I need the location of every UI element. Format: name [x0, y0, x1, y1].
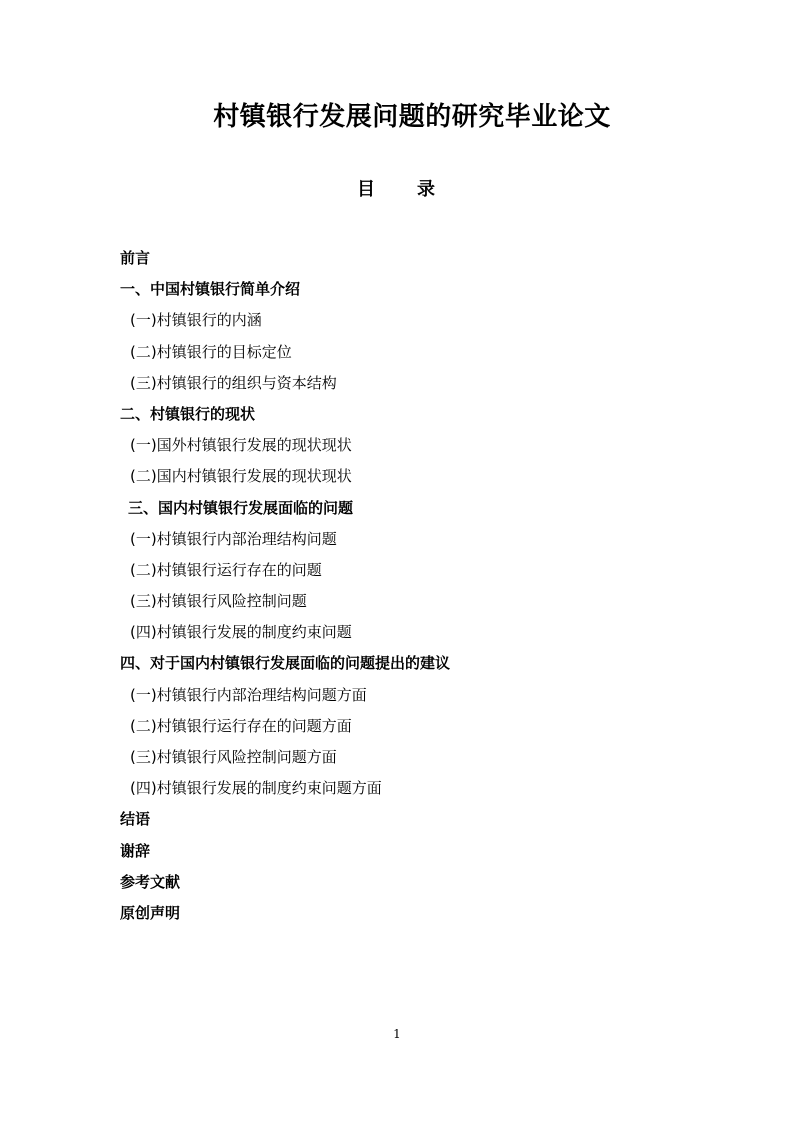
toc-section-entry: (二)村镇银行运行存在的问题 [130, 560, 322, 579]
toc-section-entry: (四)村镇银行发展的制度约束问题方面 [130, 779, 382, 798]
toc-chapter-entry: 一、中国村镇银行简单介绍 [120, 280, 301, 299]
toc-section-entry: (二)村镇银行运行存在的问题方面 [130, 716, 352, 735]
toc-section-entry: (四)村镇银行发展的制度约束问题 [130, 623, 352, 642]
toc-chapter-entry: 谢辞 [120, 841, 151, 860]
toc-chapter-entry: 三、国内村镇银行发展面临的问题 [128, 498, 354, 517]
toc-section-entry: (一)村镇银行的内涵 [130, 311, 262, 330]
toc-chapter-entry: 前言 [120, 249, 151, 267]
toc-chapter-entry: 结语 [120, 810, 151, 829]
toc-heading [357, 176, 435, 204]
page-number: 1 [393, 1027, 401, 1041]
toc-section-entry: (一)村镇银行内部治理结构问题 [130, 529, 337, 548]
toc-section-entry: (三)村镇银行风险控制问题 [130, 592, 307, 611]
toc-section-entry: (三)村镇银行的组织与资本结构 [130, 373, 337, 392]
toc-heading-left: 目 [357, 179, 375, 200]
toc-section-entry: (一)村镇银行内部治理结构问题方面 [130, 685, 367, 704]
page-title: 村镇银行发展问题的研究毕业论文 [213, 102, 611, 132]
toc-section-entry: (二)国内村镇银行发展的现状现状 [130, 467, 352, 486]
table-of-contents [120, 243, 760, 929]
toc-chapter-entry: 原创声明 [120, 903, 181, 922]
toc-section-entry: (三)村镇银行风险控制问题方面 [130, 748, 337, 766]
toc-heading-right: 录 [417, 179, 435, 200]
toc-section-entry: (一)国外村镇银行发展的现状现状 [130, 436, 352, 455]
toc-chapter-entry: 参考文献 [120, 872, 181, 891]
toc-chapter-entry: 四、对于国内村镇银行发展面临的问题提出的建议 [120, 654, 451, 673]
toc-chapter-entry: 二、村镇银行的现状 [120, 404, 256, 423]
toc-section-entry: (二)村镇银行的目标定位 [130, 342, 292, 361]
